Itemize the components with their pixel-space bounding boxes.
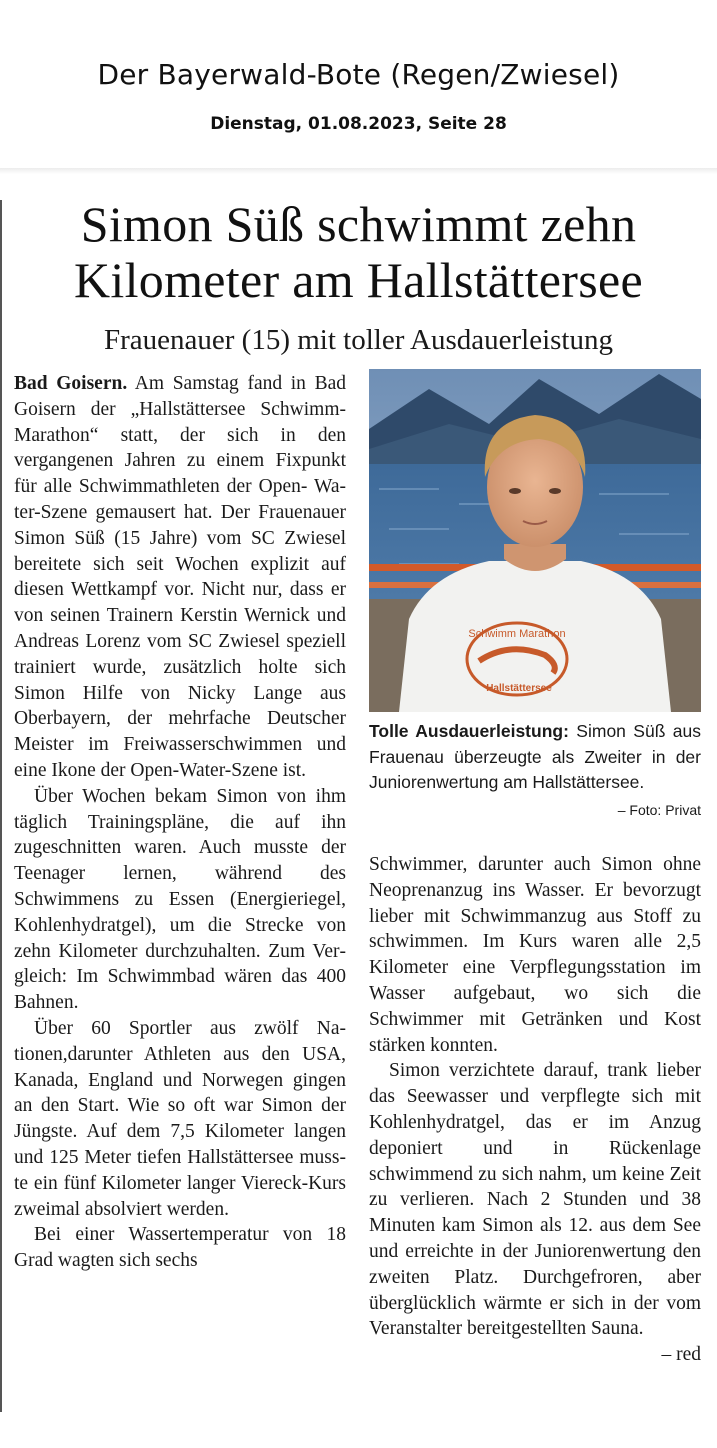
article-subheadline: Frauenauer (15) mit toller Ausdauerleistung — [104, 324, 613, 356]
article-column-2 — [369, 852, 701, 1368]
article-column-1 — [14, 371, 346, 1274]
paragraph: Bei einer Wassertemperatur von 18 Grad wagten sich sechs — [14, 1224, 346, 1272]
paragraph — [14, 371, 346, 784]
paragraph: Über 60 Sportler aus zwölf Nationen,darunter Athleten aus den USA, Kanada, England und Norwegen gingen an den Start. Wie so oft war Simon der Jüngste. Auf dem 7,5 Kilometer langen und 125 Meter tiefen Hallstättersee musste ein fünf Kilometer langer Viereck-Kurs zweimal absolviert werden. — [14, 1017, 346, 1220]
issue-date-line: Dienstag, 01.08.2023, Seite 28 — [210, 114, 507, 134]
left-margin-rule — [0, 200, 2, 1412]
headline-line-1: Simon Süß schwimmt zehn — [80, 196, 637, 252]
paragraph-text: Am Samstag fand in Bad Goisern der „Hallstättersee Schwimm-Marathon“ statt, der sich in den vergangenen Jahren zu einem Fixpunkt für alle Schwimmathleten der Open- Water-Szene gemausert hat. Der Frauenauer Simon Süß (15 Jahre) vom SC Zwiesel bereitete sich seit Wochen explizit auf diesen Wettkampf vor. Nicht nur, dass er von seinen Trainern Kerstin Wernick und Andreas Lorenz vom SC Zwiesel speziell trainiert wurde, zusätzlich holte sich Simon Hilfe von Nicky Lange aus Oberbayern, der mehrfache Deutscher Meister im Freiwasserschwimmen und eine Ikone der Open-Water-Szene ist. — [14, 373, 346, 781]
dateline: Bad Goisern. — [14, 373, 128, 394]
publication-title: Der Bayerwald-Bote (Regen/Zwiesel) — [97, 58, 620, 91]
caption-lead: Tolle Ausdauerleistung: — [369, 721, 569, 741]
paragraph — [369, 1058, 701, 1366]
shirt-print-top: Schwimm Marathon — [468, 628, 566, 640]
photo-credit: – Foto: Privat — [617, 801, 701, 818]
clipping-header — [0, 0, 717, 169]
article-photo — [369, 369, 701, 712]
shirt-print-bottom: Hallstättersee — [486, 683, 552, 694]
headline-line-2: Kilometer am Hallstättersee — [74, 252, 643, 308]
paragraph: Schwimmer, darunter auch Simon ohne Neoprenanzug ins Wasser. Er bevorzugt lieber mit Schwimmanzug aus Stoff zu schwimmen. Im Kurs waren alle 2,5 Kilometer eine Verpflegungsstation im Wasser aufgebaut, wo sich die Schwimmer mit Getränken und Kost stärken konnten. — [369, 854, 701, 1056]
photo-caption — [369, 719, 701, 823]
paragraph-text: Simon verzichtete darauf, trank lieber das Seewasser und verpflegte sich mit Kohlenhydratgel, das er im Anzug deponiert und in Rückenlage schwimmend zu sich nahm, um keine Zeit zu verlieren. Nach 2 Stunden und 38 Minuten kam Simon als 12. aus dem See und erreichte in der Juniorenwertung den zweiten Platz. Durchgefroren, aber überglücklich wärmte er sich in der vom Veranstalter bereitgestellten Sauna. — [369, 1060, 701, 1340]
article-headline — [0, 196, 717, 308]
caption-text: Simon Süß aus Frauenau überzeugte als Zweiter in der Juniorenwertung am Hallstättersee. — [369, 721, 702, 792]
author-signature: – red — [661, 1344, 701, 1366]
paragraph: Über Wochen bekam Simon von ihm täglich Trainingspläne, die auf ihn zugeschnitten waren. Auch musste der Teenager lernen, während des Schwimmens zu Essen (Energieriegel, Kohlenhydratgel), um die Strecke von zehn Kilometer durchzuhalten. Zum Vergleich: Im Schwimmbad wären das 400 Bahnen. — [14, 785, 346, 1014]
